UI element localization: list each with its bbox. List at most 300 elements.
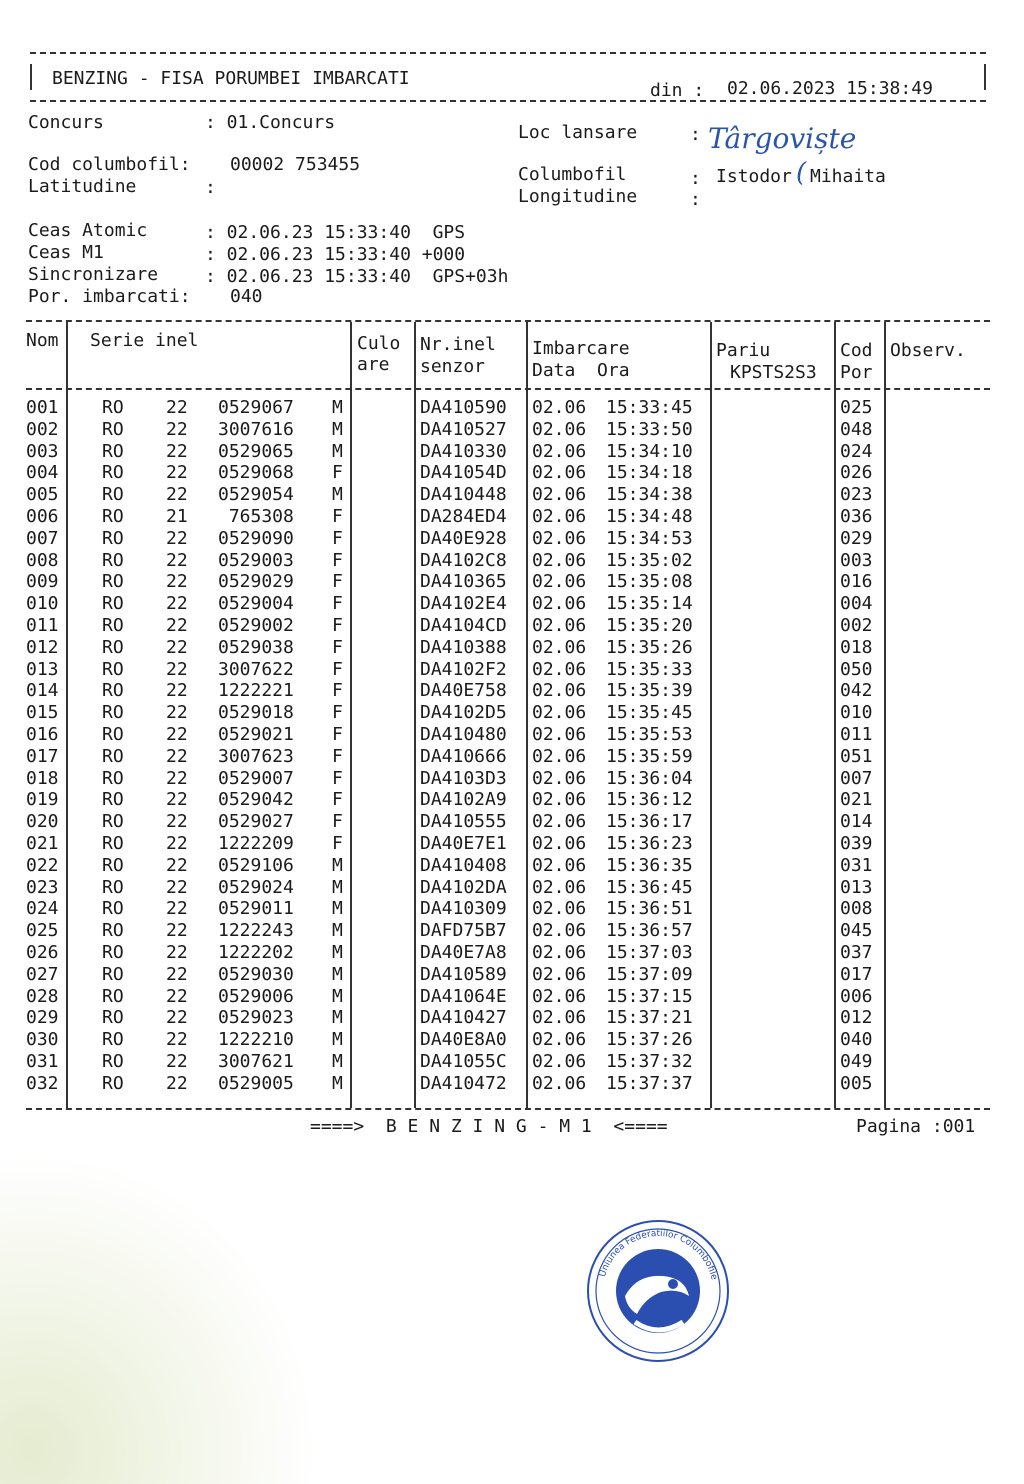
row-year: 22 <box>166 811 188 833</box>
col-header-senzor: senzor <box>420 356 486 377</box>
col-header-nrinel: Nr.inel <box>420 334 496 355</box>
row-sex: F <box>332 593 343 615</box>
row-time: 15:37:21 <box>606 1007 693 1029</box>
row-nom: 031 <box>26 1051 59 1072</box>
row-ring-number: 0529007 <box>218 767 294 789</box>
row-senzor: DA40E8A0 <box>420 1029 507 1051</box>
longitudine-sep: : <box>690 189 701 210</box>
table-row <box>26 702 926 724</box>
row-country: RO <box>102 506 124 527</box>
row-ring-number: 0529002 <box>218 615 294 636</box>
row-time: 15:37:37 <box>606 1072 693 1094</box>
row-cod-por: 045 <box>840 920 873 942</box>
row-cod-por: 021 <box>840 789 873 811</box>
row-senzor: DA4102A9 <box>420 789 507 811</box>
columbofil-firstname: Mihaita <box>810 166 886 187</box>
row-senzor: DA410309 <box>420 898 507 920</box>
row-cod-por: 025 <box>840 397 873 418</box>
row-sex: M <box>332 876 343 898</box>
row-time: 15:36:04 <box>606 767 693 789</box>
row-date: 02.06 <box>532 658 587 680</box>
row-country: RO <box>102 484 124 506</box>
row-date: 02.06 <box>532 745 587 767</box>
row-senzor: DA4103D3 <box>420 767 507 789</box>
table-row <box>26 397 926 419</box>
col-header-pariu: Pariu <box>716 340 771 361</box>
columbofil-hand-slash: ( <box>796 158 807 188</box>
sincronizare-label: Sincronizare <box>28 264 159 285</box>
col-header-nom: Nom <box>26 330 59 351</box>
row-year: 22 <box>166 1051 188 1072</box>
table-row <box>26 942 926 964</box>
row-year: 22 <box>166 1072 188 1094</box>
row-sex: F <box>332 571 343 593</box>
table-row <box>26 964 926 986</box>
row-nom: 014 <box>26 680 59 702</box>
table-row <box>26 1073 926 1095</box>
row-time: 15:36:17 <box>606 811 693 833</box>
row-ring-number: 0529024 <box>218 876 294 898</box>
row-senzor: DA41054D <box>420 462 507 484</box>
row-cod-por: 040 <box>840 1029 873 1051</box>
table-row <box>26 898 926 920</box>
row-year: 22 <box>166 876 188 898</box>
federation-seal-icon <box>585 1218 731 1364</box>
row-year: 22 <box>166 920 188 942</box>
row-country: RO <box>102 636 124 658</box>
table-row <box>26 877 926 899</box>
row-nom: 005 <box>26 484 59 506</box>
row-nom: 032 <box>26 1072 59 1094</box>
paper-smudge <box>0 1150 320 1484</box>
row-sex: F <box>332 789 343 811</box>
col-header-por: Por <box>840 362 873 383</box>
print-date-value: 02.06.2023 15:38:49 <box>727 78 933 99</box>
table-row <box>26 462 926 484</box>
row-senzor: DA284ED4 <box>420 506 507 527</box>
row-cod-por: 012 <box>840 1007 873 1029</box>
row-date: 02.06 <box>532 854 587 876</box>
row-date: 02.06 <box>532 571 587 593</box>
row-time: 15:35:33 <box>606 658 693 680</box>
row-senzor: DAFD75B7 <box>420 920 507 942</box>
row-nom: 008 <box>26 549 59 571</box>
row-senzor: DA410527 <box>420 418 507 440</box>
row-year: 22 <box>166 462 188 484</box>
row-year: 22 <box>166 1029 188 1051</box>
row-cod-por: 026 <box>840 462 873 484</box>
table-row <box>26 986 926 1008</box>
row-sex: M <box>332 920 343 942</box>
row-cod-por: 011 <box>840 724 873 745</box>
row-nom: 025 <box>26 920 59 942</box>
row-cod-por: 048 <box>840 418 873 440</box>
table-bottom-rule <box>26 1108 990 1110</box>
row-ring-number: 3007616 <box>218 418 294 440</box>
row-time: 15:35:26 <box>606 636 693 658</box>
row-ring-number: 0529068 <box>218 462 294 484</box>
row-nom: 022 <box>26 854 59 876</box>
row-sex: M <box>332 440 343 462</box>
row-country: RO <box>102 549 124 571</box>
row-country: RO <box>102 745 124 767</box>
row-ring-number: 0529030 <box>218 963 294 985</box>
row-country: RO <box>102 920 124 942</box>
row-country: RO <box>102 702 124 724</box>
row-ring-number: 0529042 <box>218 789 294 811</box>
row-date: 02.06 <box>532 636 587 658</box>
row-sex: F <box>332 506 343 527</box>
row-date: 02.06 <box>532 397 587 418</box>
row-ring-number: 0529067 <box>218 397 294 418</box>
row-year: 22 <box>166 898 188 920</box>
row-senzor: DA4102E4 <box>420 593 507 615</box>
row-time: 15:36:35 <box>606 854 693 876</box>
ceas-atomic-value: : 02.06.23 15:33:40 GPS <box>205 222 466 243</box>
col-header-data-ora: Data Ora <box>532 360 630 381</box>
ceas-atomic-label: Ceas Atomic <box>28 220 148 241</box>
row-date: 02.06 <box>532 702 587 724</box>
row-country: RO <box>102 1007 124 1029</box>
row-sex: F <box>332 527 343 549</box>
row-sex: F <box>332 658 343 680</box>
row-sex: F <box>332 636 343 658</box>
row-date: 02.06 <box>532 418 587 440</box>
row-senzor: DA41064E <box>420 985 507 1007</box>
row-country: RO <box>102 593 124 615</box>
row-senzor: DA410555 <box>420 811 507 833</box>
row-cod-por: 051 <box>840 745 873 767</box>
row-date: 02.06 <box>532 506 587 527</box>
row-nom: 019 <box>26 789 59 811</box>
row-sex: M <box>332 397 343 418</box>
table-row <box>26 746 926 768</box>
row-time: 15:36:23 <box>606 833 693 854</box>
row-date: 02.06 <box>532 462 587 484</box>
latitudine-label: Latitudine <box>28 176 137 197</box>
row-country: RO <box>102 811 124 833</box>
row-time: 15:37:15 <box>606 985 693 1007</box>
row-country: RO <box>102 1051 124 1072</box>
row-nom: 010 <box>26 593 59 615</box>
row-year: 22 <box>166 942 188 963</box>
row-senzor: DA4102D5 <box>420 702 507 724</box>
row-nom: 002 <box>26 418 59 440</box>
title-box-right-edge <box>984 64 986 90</box>
row-nom: 017 <box>26 745 59 767</box>
row-country: RO <box>102 615 124 636</box>
row-date: 02.06 <box>532 985 587 1007</box>
row-cod-por: 039 <box>840 833 873 854</box>
row-sex: M <box>332 418 343 440</box>
row-date: 02.06 <box>532 876 587 898</box>
loc-lansare-label: Loc lansare <box>518 122 638 143</box>
row-cod-por: 029 <box>840 527 873 549</box>
row-cod-por: 050 <box>840 658 873 680</box>
row-nom: 020 <box>26 811 59 833</box>
row-year: 22 <box>166 549 188 571</box>
row-nom: 001 <box>26 397 59 418</box>
row-time: 15:34:10 <box>606 440 693 462</box>
row-time: 15:37:26 <box>606 1029 693 1051</box>
row-senzor: DA4102DA <box>420 876 507 898</box>
row-year: 22 <box>166 702 188 724</box>
row-year: 22 <box>166 418 188 440</box>
row-date: 02.06 <box>532 615 587 636</box>
row-country: RO <box>102 397 124 418</box>
row-ring-number: 0529018 <box>218 702 294 724</box>
sincronizare-value: : 02.06.23 15:33:40 GPS+03h <box>205 266 509 287</box>
row-cod-por: 006 <box>840 985 873 1007</box>
row-year: 22 <box>166 615 188 636</box>
col-header-culo: Culo <box>357 333 401 354</box>
row-time: 15:34:48 <box>606 506 693 527</box>
table-row <box>26 768 926 790</box>
row-senzor: DA410408 <box>420 854 507 876</box>
table-row <box>26 484 926 506</box>
row-year: 22 <box>166 854 188 876</box>
row-ring-number: 3007621 <box>218 1051 294 1072</box>
row-nom: 018 <box>26 767 59 789</box>
table-row <box>26 441 926 463</box>
row-sex: M <box>332 854 343 876</box>
row-country: RO <box>102 418 124 440</box>
porumbei-imbarcati-label: Por. imbarcati: <box>28 286 191 307</box>
row-ring-number: 0529029 <box>218 571 294 593</box>
row-date: 02.06 <box>532 527 587 549</box>
row-sex: M <box>332 484 343 506</box>
longitudine-label: Longitudine <box>518 186 638 207</box>
row-ring-number: 765308 <box>218 506 294 527</box>
table-row <box>26 550 926 572</box>
row-year: 22 <box>166 593 188 615</box>
row-cod-por: 023 <box>840 484 873 506</box>
row-year: 22 <box>166 527 188 549</box>
row-country: RO <box>102 963 124 985</box>
table-row <box>26 506 926 528</box>
row-sex: F <box>332 680 343 702</box>
row-cod-por: 008 <box>840 898 873 920</box>
porumbei-imbarcati-value: 040 <box>230 286 263 307</box>
row-nom: 026 <box>26 942 59 963</box>
page-number: Pagina :001 <box>856 1116 976 1137</box>
row-year: 22 <box>166 658 188 680</box>
row-senzor: DA40E758 <box>420 680 507 702</box>
row-time: 15:35:39 <box>606 680 693 702</box>
row-cod-por: 005 <box>840 1072 873 1094</box>
table-row <box>26 615 926 637</box>
row-nom: 030 <box>26 1029 59 1051</box>
row-senzor: DA410448 <box>420 484 507 506</box>
row-sex: F <box>332 615 343 636</box>
row-ring-number: 1222243 <box>218 920 294 942</box>
svg-text:Uniunea Federatiilor Columbofi: Uniunea Federatiilor Columbofile <box>597 1228 719 1282</box>
row-year: 22 <box>166 963 188 985</box>
row-nom: 029 <box>26 1007 59 1029</box>
concurs-label: Concurs <box>28 112 104 133</box>
row-sex: M <box>332 1072 343 1094</box>
row-ring-number: 0529011 <box>218 898 294 920</box>
row-sex: M <box>332 985 343 1007</box>
row-date: 02.06 <box>532 898 587 920</box>
row-nom: 015 <box>26 702 59 724</box>
row-ring-number: 3007622 <box>218 658 294 680</box>
row-sex: F <box>332 724 343 745</box>
footer-banner: ====> B E N Z I N G - M 1 <==== <box>310 1116 668 1137</box>
cod-columbofil-label: Cod columbofil: <box>28 154 191 175</box>
row-senzor: DA40E7E1 <box>420 833 507 854</box>
row-time: 15:33:50 <box>606 418 693 440</box>
row-sex: F <box>332 745 343 767</box>
row-date: 02.06 <box>532 484 587 506</box>
row-time: 15:34:18 <box>606 462 693 484</box>
row-ring-number: 0529106 <box>218 854 294 876</box>
row-cod-por: 007 <box>840 767 873 789</box>
row-ring-number: 1222209 <box>218 833 294 854</box>
row-cod-por: 010 <box>840 702 873 724</box>
row-nom: 013 <box>26 658 59 680</box>
row-sex: F <box>332 833 343 854</box>
row-cod-por: 049 <box>840 1051 873 1072</box>
cod-columbofil-value: 00002 753455 <box>230 154 361 175</box>
row-senzor: DA410590 <box>420 397 507 418</box>
row-ring-number: 0529023 <box>218 1007 294 1029</box>
table-row <box>26 789 926 811</box>
row-cod-por: 018 <box>840 636 873 658</box>
row-cod-por: 004 <box>840 593 873 615</box>
row-country: RO <box>102 1072 124 1094</box>
row-country: RO <box>102 876 124 898</box>
row-time: 15:35:14 <box>606 593 693 615</box>
row-ring-number: 0529005 <box>218 1072 294 1094</box>
row-cod-por: 003 <box>840 549 873 571</box>
row-time: 15:35:20 <box>606 615 693 636</box>
row-sex: M <box>332 1007 343 1029</box>
row-senzor: DA410589 <box>420 963 507 985</box>
col-header-kpsts: KPSTS2S3 <box>730 362 817 383</box>
row-cod-por: 036 <box>840 506 873 527</box>
row-nom: 003 <box>26 440 59 462</box>
row-senzor: DA410330 <box>420 440 507 462</box>
row-ring-number: 0529065 <box>218 440 294 462</box>
row-nom: 012 <box>26 636 59 658</box>
row-ring-number: 0529006 <box>218 985 294 1007</box>
row-date: 02.06 <box>532 680 587 702</box>
row-year: 22 <box>166 767 188 789</box>
row-nom: 006 <box>26 506 59 527</box>
row-year: 22 <box>166 985 188 1007</box>
row-year: 22 <box>166 571 188 593</box>
document-title: BENZING - FISA PORUMBEI IMBARCATI <box>52 68 410 89</box>
row-year: 22 <box>166 680 188 702</box>
concurs-value: : 01.Concurs <box>205 112 336 133</box>
row-cod-por: 014 <box>840 811 873 833</box>
row-date: 02.06 <box>532 593 587 615</box>
col-header-cod: Cod <box>840 340 873 361</box>
row-nom: 007 <box>26 527 59 549</box>
table-row <box>26 724 926 746</box>
row-date: 02.06 <box>532 767 587 789</box>
row-time: 15:36:12 <box>606 789 693 811</box>
row-year: 22 <box>166 440 188 462</box>
table-header-rule <box>26 388 990 390</box>
row-cod-por: 016 <box>840 571 873 593</box>
row-year: 22 <box>166 397 188 418</box>
row-senzor: DA410427 <box>420 1007 507 1029</box>
row-date: 02.06 <box>532 440 587 462</box>
row-time: 15:35:08 <box>606 571 693 593</box>
row-year: 21 <box>166 506 188 527</box>
row-time: 15:35:02 <box>606 549 693 571</box>
row-cod-por: 017 <box>840 963 873 985</box>
row-country: RO <box>102 833 124 854</box>
row-sex: F <box>332 702 343 724</box>
row-nom: 027 <box>26 963 59 985</box>
row-ring-number: 0529021 <box>218 724 294 745</box>
row-year: 22 <box>166 1007 188 1029</box>
col-header-imbarcare: Imbarcare <box>532 338 630 359</box>
row-ring-number: 1222210 <box>218 1029 294 1051</box>
row-sex: F <box>332 811 343 833</box>
print-date-label: din : <box>650 80 705 101</box>
row-cod-por: 037 <box>840 942 873 963</box>
row-cod-por: 024 <box>840 440 873 462</box>
row-date: 02.06 <box>532 724 587 745</box>
table-row <box>26 528 926 550</box>
row-date: 02.06 <box>532 1007 587 1029</box>
row-ring-number: 0529003 <box>218 549 294 571</box>
row-time: 15:37:09 <box>606 963 693 985</box>
row-senzor: DA410472 <box>420 1072 507 1094</box>
row-cod-por: 042 <box>840 680 873 702</box>
row-time: 15:35:59 <box>606 745 693 767</box>
row-senzor: DA4102F2 <box>420 658 507 680</box>
table-row <box>26 811 926 833</box>
row-ring-number: 0529027 <box>218 811 294 833</box>
table-row <box>26 855 926 877</box>
row-cod-por: 031 <box>840 854 873 876</box>
row-senzor: DA410666 <box>420 745 507 767</box>
row-time: 15:36:57 <box>606 920 693 942</box>
latitudine-sep: : <box>205 177 216 198</box>
table-row <box>26 833 926 855</box>
col-header-observ: Observ. <box>890 340 966 361</box>
row-senzor: DA41055C <box>420 1051 507 1072</box>
row-country: RO <box>102 767 124 789</box>
row-sex: F <box>332 767 343 789</box>
row-country: RO <box>102 789 124 811</box>
row-country: RO <box>102 658 124 680</box>
row-senzor: DA410480 <box>420 724 507 745</box>
row-time: 15:34:53 <box>606 527 693 549</box>
table-row <box>26 1029 926 1051</box>
row-country: RO <box>102 985 124 1007</box>
row-ring-number: 0529004 <box>218 593 294 615</box>
row-nom: 011 <box>26 615 59 636</box>
row-time: 15:36:45 <box>606 876 693 898</box>
row-sex: M <box>332 1029 343 1051</box>
row-time: 15:35:45 <box>606 702 693 724</box>
row-nom: 024 <box>26 898 59 920</box>
row-country: RO <box>102 571 124 593</box>
row-senzor: DA4104CD <box>420 615 507 636</box>
row-time: 15:37:32 <box>606 1051 693 1072</box>
row-ring-number: 3007623 <box>218 745 294 767</box>
table-row <box>26 680 926 702</box>
row-time: 15:37:03 <box>606 942 693 963</box>
row-time: 15:35:53 <box>606 724 693 745</box>
row-senzor: DA4102C8 <box>420 549 507 571</box>
